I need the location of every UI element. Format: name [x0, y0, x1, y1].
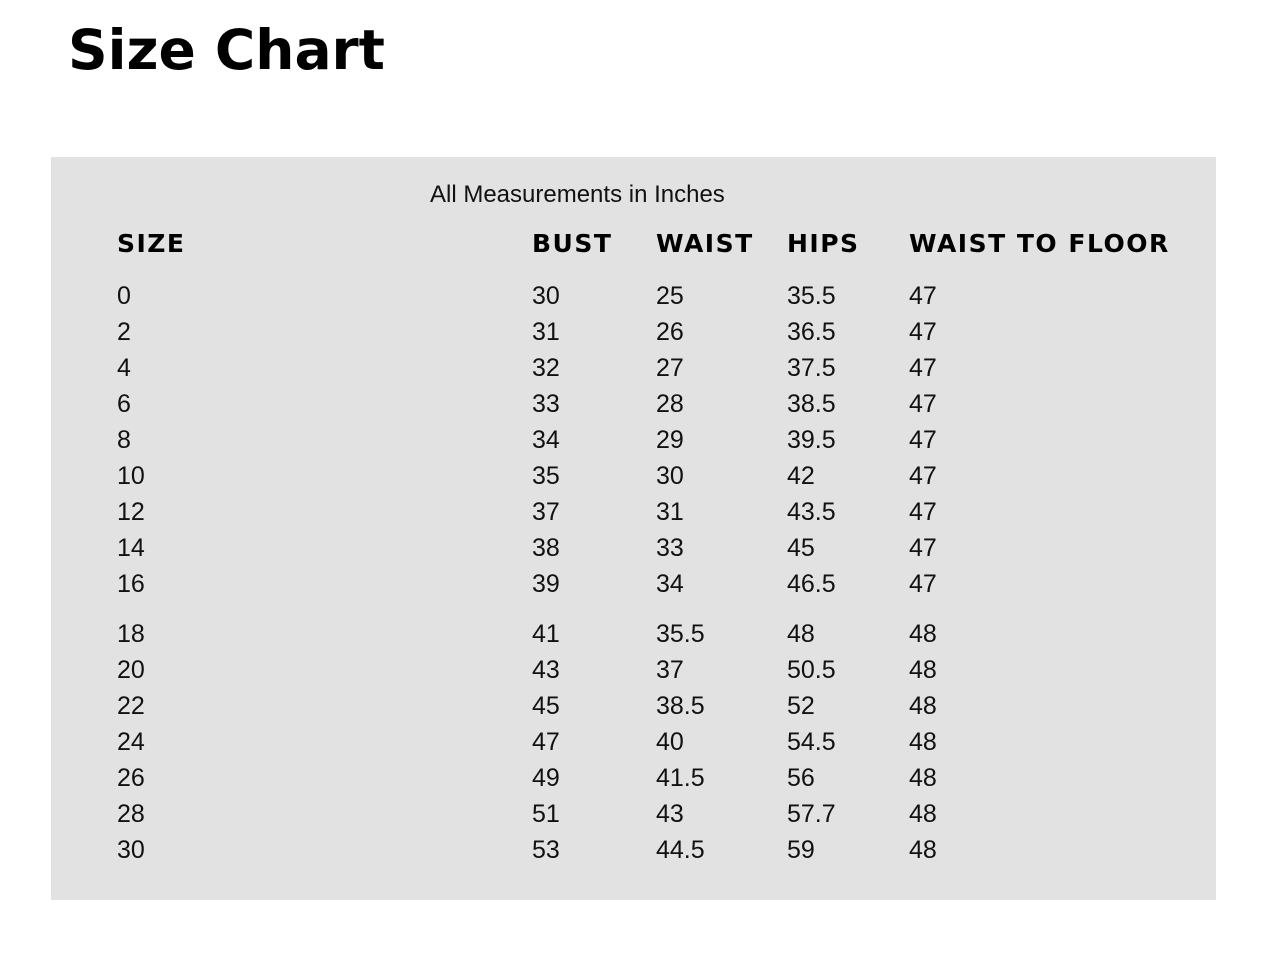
table-cell-bust: 47 [532, 728, 560, 756]
table-cell-size: 8 [117, 426, 131, 454]
table-cell-waist-to-floor: 47 [909, 426, 937, 454]
page-title: Size Chart [68, 18, 385, 82]
table-cell-size: 14 [117, 534, 145, 562]
table-cell-bust: 34 [532, 426, 560, 454]
table-cell-bust: 39 [532, 570, 560, 598]
table-cell-hips: 59 [787, 836, 815, 864]
table-cell-waist: 35.5 [656, 620, 705, 648]
table-cell-bust: 51 [532, 800, 560, 828]
table-cell-hips: 46.5 [787, 570, 836, 598]
table-cell-waist: 25 [656, 282, 684, 310]
table-cell-hips: 42 [787, 462, 815, 490]
table-cell-size: 28 [117, 800, 145, 828]
table-cell-bust: 53 [532, 836, 560, 864]
table-cell-bust: 35 [532, 462, 560, 490]
table-cell-size: 0 [117, 282, 131, 310]
column-header-size: SIZE [117, 229, 186, 258]
table-cell-waist: 33 [656, 534, 684, 562]
table-cell-waist-to-floor: 47 [909, 534, 937, 562]
table-cell-hips: 36.5 [787, 318, 836, 346]
table-cell-bust: 43 [532, 656, 560, 684]
table-cell-size: 24 [117, 728, 145, 756]
table-cell-waist-to-floor: 48 [909, 728, 937, 756]
table-cell-waist-to-floor: 47 [909, 462, 937, 490]
column-header-waist-to-floor: WAIST TO FLOOR [909, 229, 1170, 258]
table-cell-waist-to-floor: 48 [909, 692, 937, 720]
table-cell-waist-to-floor: 48 [909, 764, 937, 792]
column-header-hips: HIPS [787, 229, 860, 258]
table-cell-waist-to-floor: 48 [909, 800, 937, 828]
table-cell-waist-to-floor: 47 [909, 318, 937, 346]
column-header-waist: WAIST [656, 229, 754, 258]
table-cell-size: 30 [117, 836, 145, 864]
table-cell-hips: 39.5 [787, 426, 836, 454]
table-cell-waist-to-floor: 48 [909, 656, 937, 684]
table-cell-size: 2 [117, 318, 131, 346]
table-cell-waist-to-floor: 48 [909, 620, 937, 648]
table-cell-hips: 54.5 [787, 728, 836, 756]
table-cell-hips: 45 [787, 534, 815, 562]
table-cell-waist: 27 [656, 354, 684, 382]
table-cell-hips: 35.5 [787, 282, 836, 310]
table-cell-bust: 31 [532, 318, 560, 346]
table-cell-bust: 45 [532, 692, 560, 720]
table-cell-hips: 50.5 [787, 656, 836, 684]
table-cell-size: 10 [117, 462, 145, 490]
table-cell-hips: 43.5 [787, 498, 836, 526]
size-chart-panel [51, 157, 1216, 900]
table-cell-size: 22 [117, 692, 145, 720]
table-cell-waist-to-floor: 47 [909, 570, 937, 598]
table-cell-waist: 41.5 [656, 764, 705, 792]
table-cell-waist: 26 [656, 318, 684, 346]
table-cell-bust: 32 [532, 354, 560, 382]
table-cell-size: 6 [117, 390, 131, 418]
table-cell-waist: 37 [656, 656, 684, 684]
table-cell-waist-to-floor: 48 [909, 836, 937, 864]
table-cell-waist: 29 [656, 426, 684, 454]
table-cell-hips: 52 [787, 692, 815, 720]
measurements-note: All Measurements in Inches [430, 181, 725, 208]
table-cell-size: 4 [117, 354, 131, 382]
table-cell-waist-to-floor: 47 [909, 390, 937, 418]
column-header-bust: BUST [532, 229, 613, 258]
table-cell-hips: 48 [787, 620, 815, 648]
table-cell-size: 26 [117, 764, 145, 792]
table-cell-waist: 43 [656, 800, 684, 828]
table-cell-waist-to-floor: 47 [909, 354, 937, 382]
table-cell-hips: 56 [787, 764, 815, 792]
table-cell-bust: 37 [532, 498, 560, 526]
table-cell-waist: 38.5 [656, 692, 705, 720]
table-cell-waist: 30 [656, 462, 684, 490]
table-cell-bust: 49 [532, 764, 560, 792]
table-cell-size: 20 [117, 656, 145, 684]
table-cell-waist: 28 [656, 390, 684, 418]
table-cell-hips: 38.5 [787, 390, 836, 418]
table-cell-waist: 31 [656, 498, 684, 526]
table-cell-waist: 40 [656, 728, 684, 756]
table-cell-size: 12 [117, 498, 145, 526]
table-cell-bust: 33 [532, 390, 560, 418]
table-cell-waist-to-floor: 47 [909, 282, 937, 310]
table-cell-bust: 38 [532, 534, 560, 562]
table-cell-bust: 41 [532, 620, 560, 648]
table-cell-hips: 57.7 [787, 800, 836, 828]
table-cell-waist-to-floor: 47 [909, 498, 937, 526]
table-cell-bust: 30 [532, 282, 560, 310]
table-cell-size: 18 [117, 620, 145, 648]
table-cell-waist: 44.5 [656, 836, 705, 864]
table-cell-hips: 37.5 [787, 354, 836, 382]
table-cell-size: 16 [117, 570, 145, 598]
table-cell-waist: 34 [656, 570, 684, 598]
